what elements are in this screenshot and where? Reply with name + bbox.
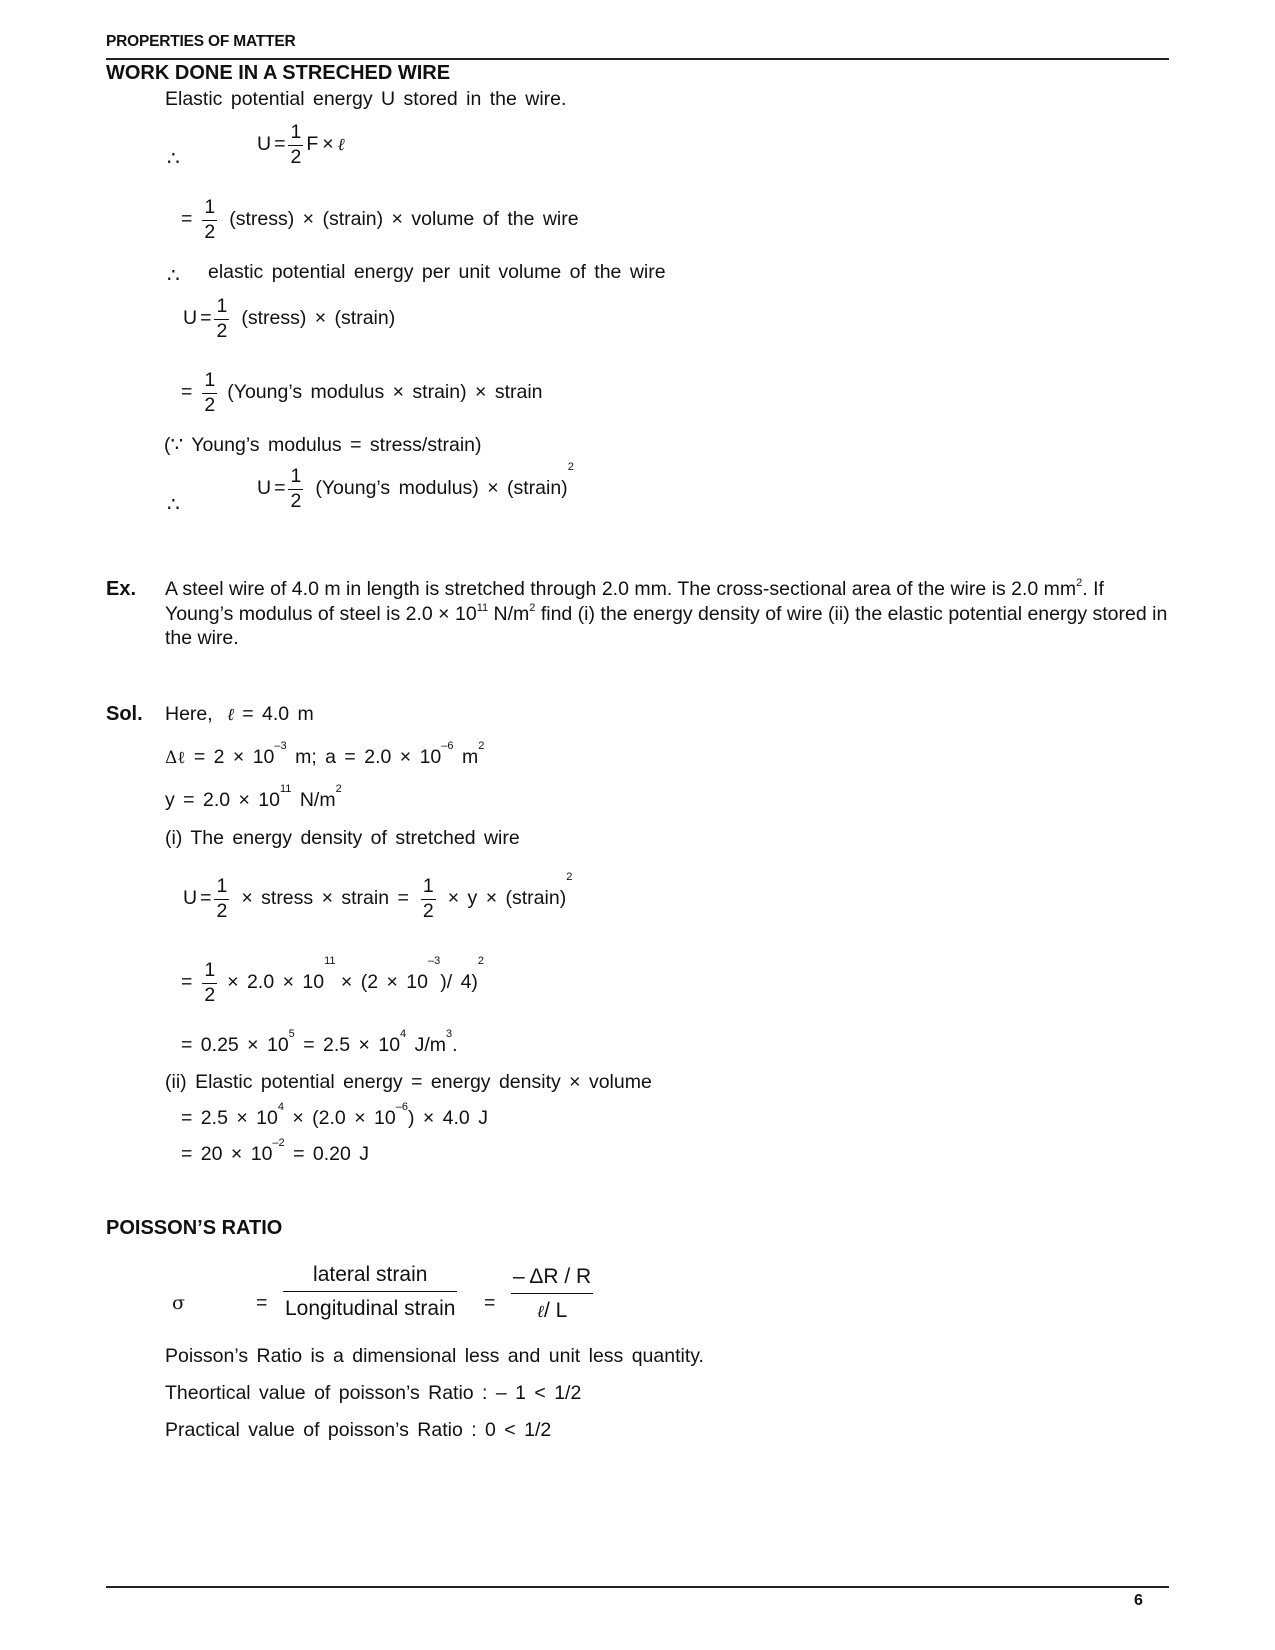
eq-rhs: (stress) × (strain) [241, 307, 396, 330]
frac-num: 1 [204, 196, 216, 218]
frac-den: 2 [204, 983, 216, 1006]
text-run: × 2.0 × 10 [227, 971, 325, 994]
section-title-poisson: POISSON’S RATIO [106, 1217, 283, 1239]
text-run: m [461, 746, 479, 768]
open-paren: ( [164, 434, 171, 456]
equation-energy-density-formula [183, 871, 573, 922]
therefore-symbol: ∴ [167, 494, 180, 516]
frac-den: 2 [216, 899, 228, 922]
eq-rhs: (Young’s modulus × strain) × strain [227, 381, 543, 404]
exponent: 4 [277, 1101, 284, 1113]
given-youngs-modulus [165, 783, 342, 812]
part-i-title: (i) The energy density of stretched wire [165, 827, 520, 849]
eq-sign: = [200, 307, 212, 330]
length-value: = 4.0 m [242, 703, 314, 725]
eq-rhs: × y × (strain) [447, 887, 567, 910]
exponent: 5 [288, 1028, 295, 1040]
youngs-modulus-definition: Young’s modulus = stress/strain) [191, 434, 482, 456]
eq-lhs: U [257, 133, 272, 156]
frac-num: 1 [422, 875, 434, 897]
delta-length-symbol: Δℓ [165, 748, 186, 768]
text-run: = 2 × 10 [193, 746, 275, 768]
poisson-note: Practical value of poisson’s Ratio : 0 < 1/2 [165, 1419, 552, 1441]
eq-sign: = [181, 208, 193, 231]
solution-here-line [165, 703, 314, 726]
because-symbol: ∵ [170, 434, 184, 456]
exponent: 3 [446, 1028, 453, 1040]
equation-u-young-strain-squared [257, 461, 574, 512]
example-problem-text [165, 577, 1177, 651]
here-prefix: Here, [165, 703, 213, 725]
fraction-half [421, 877, 436, 921]
sigma-symbol: σ [172, 1292, 185, 1314]
poisson-note: Poisson’s Ratio is a dimensional less and unit less quantity. [165, 1345, 704, 1367]
text-run: )/ 4) [440, 971, 478, 994]
eq-lhs: U [183, 887, 198, 910]
fraction-half [214, 877, 229, 921]
equation-energy-substituted [181, 1101, 488, 1130]
text-run: = 0.25 × 10 [181, 1034, 289, 1056]
frac-num: 1 [204, 959, 216, 981]
frac-den: 2 [204, 220, 216, 243]
fraction-lateral-longitudinal [280, 1264, 460, 1319]
exponent: 2 [477, 955, 485, 967]
frac-den: 2 [422, 899, 434, 922]
solution-label: Sol. [106, 703, 143, 725]
text-run: N/m [299, 789, 336, 811]
frac-den: 2 [290, 145, 302, 168]
section-title-work-done: WORK DONE IN A STRECHED WIRE [106, 62, 451, 84]
equation-young-strain-strain [181, 371, 543, 415]
frac-den [511, 1293, 593, 1321]
part-ii-title: (ii) Elastic potential energy = energy density × volume [165, 1071, 652, 1093]
frac-den: 2 [216, 319, 228, 342]
eq-rhs: (Young’s modulus) × (strain) [315, 477, 568, 500]
frac-num: lateral strain [313, 1263, 428, 1286]
fraction-half [202, 198, 217, 242]
exponent: 2 [529, 601, 536, 614]
text-run: × (2 × 10 [340, 971, 428, 994]
text-run: = 2.5 × 10 [303, 1034, 401, 1056]
eq-sign: = [181, 381, 193, 404]
equation-u-half-f-l [257, 123, 345, 167]
equation-u-stress-strain [183, 297, 395, 341]
eq-sign: = [181, 971, 193, 994]
equation-energy-density-substituted [181, 955, 485, 1006]
exponent: –2 [272, 1137, 285, 1149]
exponent: 11 [476, 601, 489, 614]
fraction-half [202, 961, 217, 1005]
text-run: A steel wire of 4.0 m in length is stretched through 2.0 mm. The cross-sectional area of the wire is 2.0 mm [165, 578, 1077, 600]
eq-middle: × stress × strain = [241, 887, 409, 910]
frac-den: Longitudinal strain [283, 1291, 457, 1319]
poisson-note: Theortical value of poisson’s Ratio : – 1 < 1/2 [165, 1382, 582, 1404]
eq-length-symbol: ℓ [337, 135, 345, 156]
text-run: = 20 × 10 [181, 1143, 273, 1165]
exponent: –3 [274, 740, 287, 752]
header-rule [106, 58, 1169, 60]
fraction [511, 1266, 593, 1321]
frac-den: 2 [204, 393, 216, 416]
equation-energy-density-result [181, 1028, 458, 1057]
work-intro-text: Elastic potential energy U stored in the wire. [165, 88, 567, 110]
fraction-half [214, 297, 229, 341]
exponent: 2 [478, 740, 485, 752]
text-run: = 0.20 J [293, 1143, 370, 1165]
youngs-modulus-note [164, 432, 482, 457]
footer-rule [106, 1586, 1169, 1588]
frac-num: – ΔR / R [513, 1265, 592, 1288]
eq-force: F [306, 133, 319, 156]
exponent: 11 [280, 783, 292, 795]
fraction [283, 1264, 457, 1319]
text-run: N/m [488, 602, 530, 625]
exponent: –6 [441, 740, 454, 752]
frac-num: 1 [290, 121, 302, 143]
exponent: 2 [335, 783, 342, 795]
frac-den: 2 [290, 489, 302, 512]
equation-stress-strain-volume [181, 198, 579, 242]
text-run: / L [543, 1299, 568, 1322]
eq-sign: = [200, 887, 212, 910]
text-run: . [452, 1034, 458, 1056]
length-symbol: ℓ [536, 1302, 544, 1322]
eq-sign: = [274, 133, 286, 156]
frac-num: 1 [216, 875, 228, 897]
exponent: 4 [400, 1028, 407, 1040]
frac-num: 1 [216, 295, 228, 317]
text-run: m; a = 2.0 × 10 [295, 746, 442, 768]
eq-sign: = [274, 477, 286, 500]
therefore-symbol: ∴ [167, 148, 180, 170]
fraction-delta-r-over-l [508, 1266, 596, 1321]
exponent: –6 [395, 1101, 408, 1113]
eq-rhs: (stress) × (strain) × volume of the wire [229, 208, 579, 231]
text-run: y = 2.0 × 10 [165, 789, 280, 811]
text-run: find (i) the energy density of wire (ii) the elastic potential energy stored in the wire. [165, 602, 1168, 649]
energy-per-volume-text: elastic potential energy per unit volume of the wire [208, 261, 666, 283]
exponent: 2 [567, 461, 574, 473]
exponent: –3 [427, 955, 441, 967]
eq-sign: = [256, 1292, 268, 1314]
text-run: = 2.5 × 10 [181, 1107, 278, 1129]
equation-energy-result [181, 1137, 370, 1166]
fraction-half [288, 467, 303, 511]
times-sign: × [322, 133, 334, 156]
given-extension-area [165, 740, 485, 769]
page-number: 6 [1134, 1592, 1143, 1609]
exponent: 11 [324, 955, 336, 967]
text-run: ) × 4.0 J [407, 1107, 488, 1129]
example-label: Ex. [106, 578, 137, 600]
text-run: J/m [414, 1034, 447, 1056]
running-header-title: PROPERTIES OF MATTER [106, 33, 296, 50]
exponent: 2 [1076, 577, 1083, 589]
eq-sign: = [484, 1292, 496, 1314]
therefore-symbol: ∴ [167, 265, 180, 287]
text-run: × (2.0 × 10 [292, 1107, 396, 1129]
fraction-half [288, 123, 303, 167]
fraction-half [202, 371, 217, 415]
frac-num: 1 [204, 369, 216, 391]
text-run: . If Young’s modulus of steel is 2.0 × 10 [165, 578, 1104, 625]
exponent: 2 [566, 871, 573, 883]
eq-lhs: U [257, 477, 272, 500]
frac-num: 1 [290, 465, 302, 487]
length-symbol: ℓ [227, 705, 235, 725]
eq-lhs: U [183, 307, 198, 330]
